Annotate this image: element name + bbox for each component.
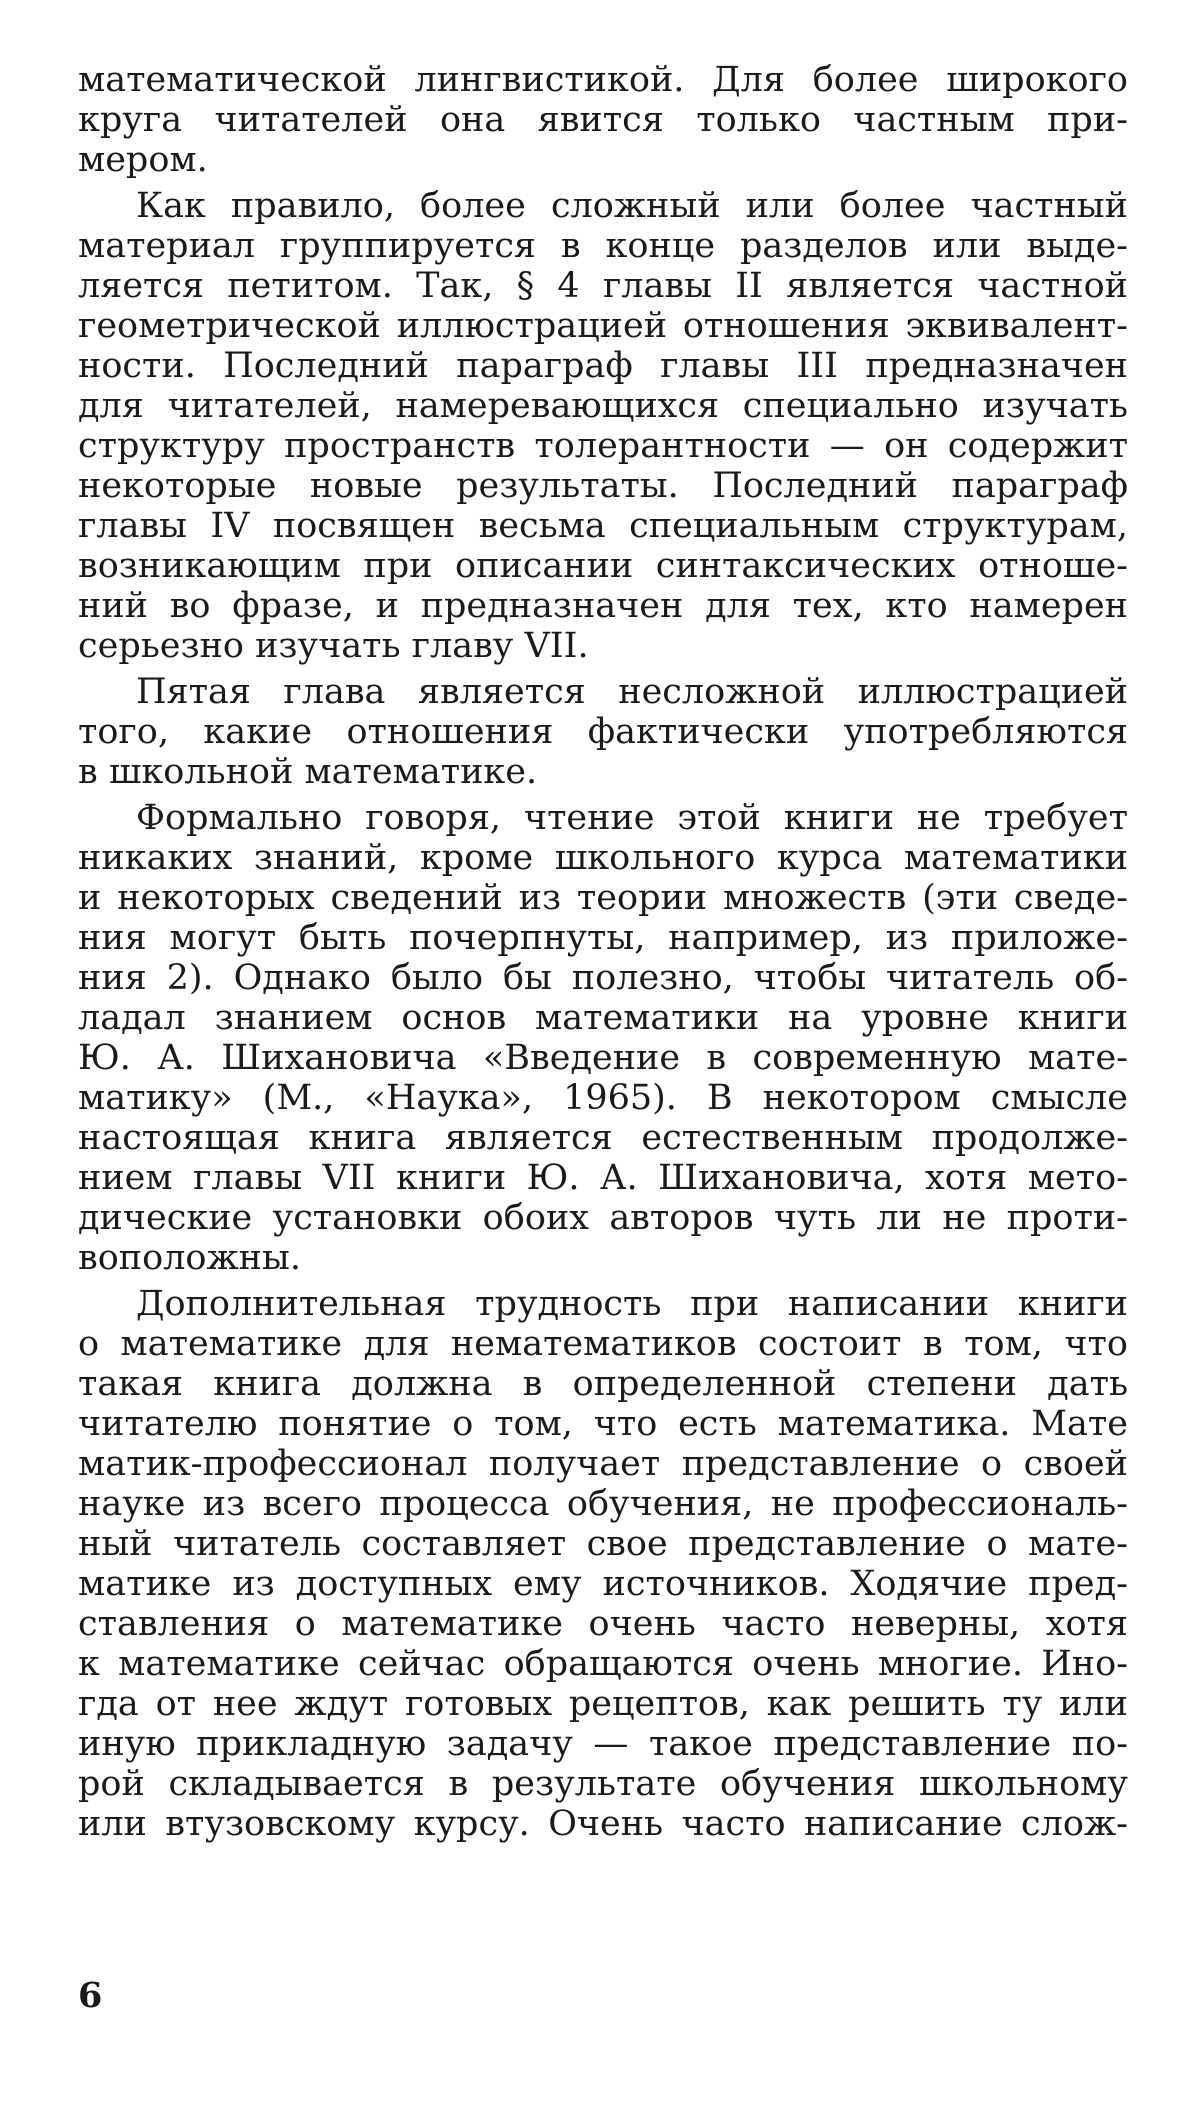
text-line: материал группируется в конце разделов или выде-	[78, 226, 1128, 266]
text-line: мером.	[78, 140, 208, 180]
text-line: такая книга должна в определенной степени дать	[78, 1364, 1128, 1404]
text-line: ния 2). Однако было бы полезно, чтобы читатель об-	[78, 958, 1128, 998]
paragraph	[78, 186, 1128, 666]
page-body	[78, 60, 1128, 1850]
text-line: ладал знанием основ математики на уровне книги	[78, 998, 1128, 1038]
text-line: геометрической иллюстрацией отношения эквивалент-	[78, 306, 1128, 346]
text-line: Формально говоря, чтение этой книги не требует	[136, 798, 1128, 838]
text-line: для читателей, намеревающихся специально изучать	[78, 386, 1128, 426]
text-line: ставления о математике очень часто неверны, хотя	[78, 1604, 1128, 1644]
text-line: матике из доступных ему источников. Ходячие пред-	[78, 1564, 1128, 1604]
text-line: гда от нее ждут готовых рецептов, как решить ту или	[78, 1684, 1128, 1724]
text-line: никаких знаний, кроме школьного курса математики	[78, 838, 1128, 878]
text-line: в школьной математике.	[78, 752, 538, 792]
text-line: нием главы VII книги Ю. А. Шихановича, хотя мето-	[78, 1158, 1128, 1198]
text-line: воположны.	[78, 1238, 301, 1278]
text-line: матик-профессионал получает представление о своей	[78, 1444, 1128, 1484]
text-line: возникающим при описании синтаксических отноше-	[78, 546, 1128, 586]
text-line: науке из всего процесса обучения, не профессиональ-	[78, 1484, 1128, 1524]
text-line: Пятая глава является несложной иллюстрацией	[136, 672, 1128, 712]
text-line: к математике сейчас обращаются очень многие. Ино-	[78, 1644, 1128, 1684]
text-line: серьезно изучать главу VII.	[78, 626, 589, 666]
paragraph	[78, 672, 1128, 792]
paragraph	[78, 60, 1128, 180]
page-number: 6	[78, 1975, 103, 2016]
text-line: и некоторых сведений из теории множеств (эти сведе-	[78, 878, 1128, 918]
text-line: круга читателей она явится только частным при-	[78, 100, 1128, 140]
text-line: рой складывается в результате обучения школьному	[78, 1764, 1128, 1804]
paragraph	[78, 798, 1128, 1278]
text-line: ний во фразе, и предназначен для тех, кто намерен	[78, 586, 1128, 626]
text-line: или втузовскому курсу. Очень часто написание слож-	[78, 1804, 1128, 1844]
text-line: матику» (М., «Наука», 1965). В некотором смысле	[78, 1078, 1128, 1118]
text-line: иную прикладную задачу — такое представление по-	[78, 1724, 1128, 1764]
text-line: ный читатель составляет свое представление о мате-	[78, 1524, 1128, 1564]
text-line: Дополнительная трудность при написании книги	[136, 1284, 1128, 1324]
text-line: того, какие отношения фактически употребляются	[78, 712, 1128, 752]
text-line: Как правило, более сложный или более частный	[136, 186, 1128, 226]
text-line: Ю. А. Шихановича «Введение в современную мате-	[78, 1038, 1128, 1078]
text-line: читателю понятие о том, что есть математика. Мате	[78, 1404, 1128, 1444]
text-line: ности. Последний параграф главы III предназначен	[78, 346, 1128, 386]
paragraph	[78, 1284, 1128, 1844]
text-line: некоторые новые результаты. Последний параграф	[78, 466, 1128, 506]
text-line: настоящая книга является естественным продолже-	[78, 1118, 1128, 1158]
text-line: дические установки обоих авторов чуть ли не проти-	[78, 1198, 1128, 1238]
text-line: ния могут быть почерпнуты, например, из приложе-	[78, 918, 1128, 958]
text-line: о математике для нематематиков состоит в том, что	[78, 1324, 1128, 1364]
text-line: структуру пространств толерантности — он содержит	[78, 426, 1128, 466]
text-line: математической лингвистикой. Для более широкого	[78, 60, 1128, 100]
text-line: ляется петитом. Так, § 4 главы II является частной	[78, 266, 1128, 306]
text-line: главы IV посвящен весьма специальным структурам,	[78, 506, 1128, 546]
